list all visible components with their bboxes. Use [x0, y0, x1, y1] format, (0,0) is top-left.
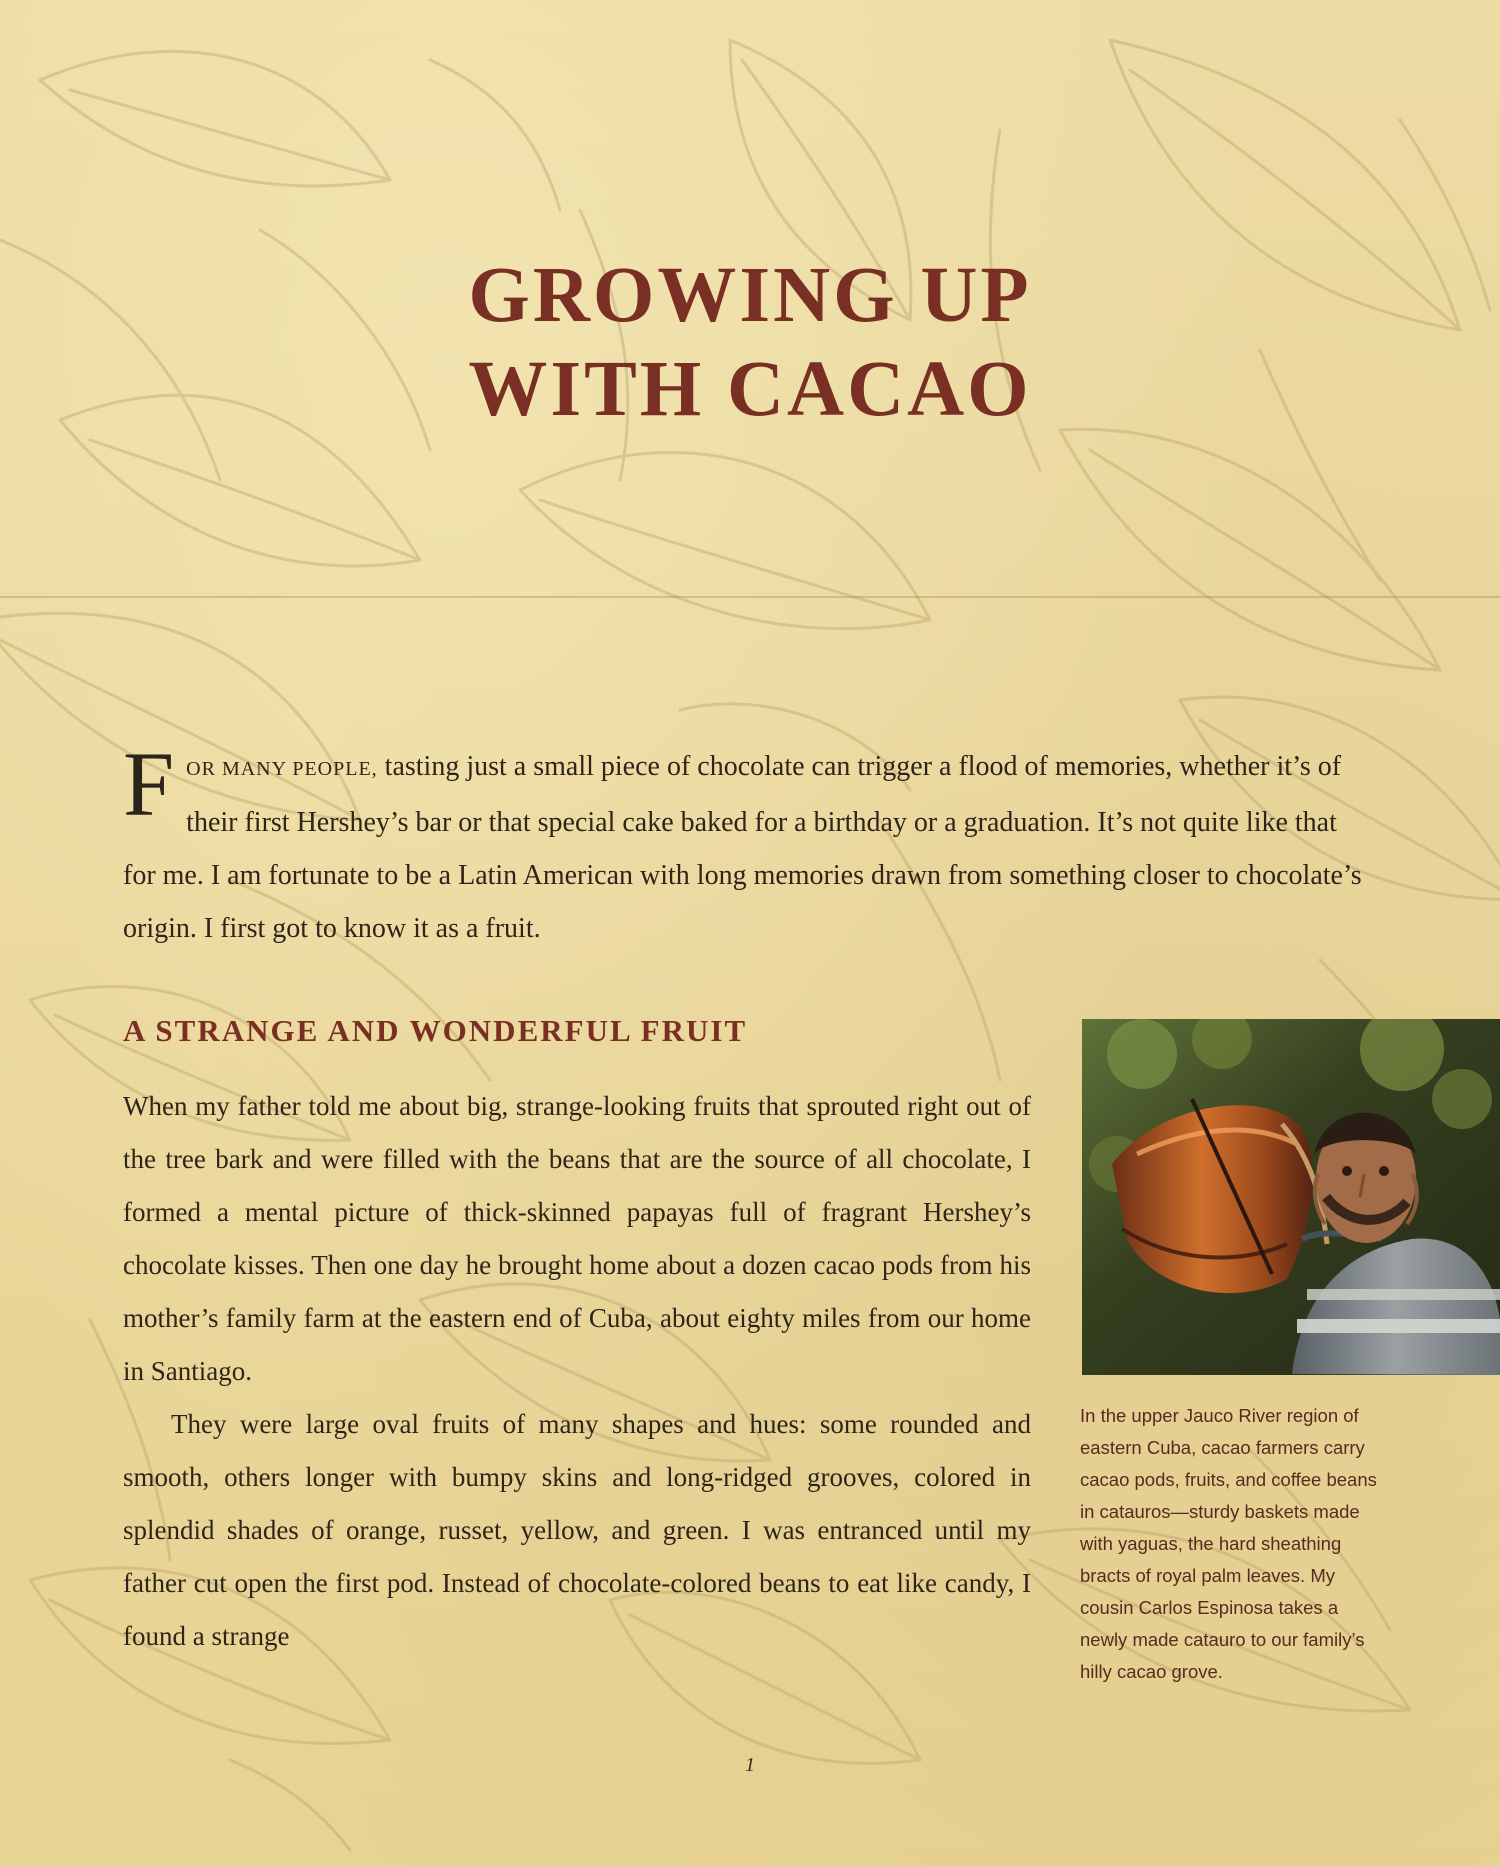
caption-line: eastern Cuba, cacao farmers carry: [1080, 1437, 1365, 1458]
page-title-line-1: GROWING UP: [468, 251, 1032, 339]
intro-smallcaps: OR MANY PEOPLE,: [186, 758, 378, 780]
caption-line: with yaguas, the hard sheathing: [1080, 1533, 1342, 1554]
caption-line: cousin Carlos Espinosa takes a: [1080, 1597, 1339, 1618]
photo-caption: [1080, 1400, 1430, 1688]
body-paragraph-2: They were large oval fruits of many shapes and hues: some rounded and smooth, others longer with bumpy skins and long-ridged grooves, colored in splendid shades of orange, russet, yellow, and green. I was entranced until my father cut open the first pod. Instead of chocolate-colored beans to eat like candy, I found a strange: [123, 1409, 1031, 1651]
intro-text: tasting just a small piece of chocolate can trigger a flood of memories, whether it’s of their first Hershey’s bar or that special cake baked for a birthday or a graduation. It’s not quite like that for me. I am fortunate to be a Latin American with long memories drawn from something closer to chocolate’s origin. I first got to know it as a fruit.: [123, 751, 1362, 944]
farmer-photo-illustration: [1082, 1019, 1500, 1375]
body-paragraph-1: When my father told me about big, strange-looking fruits that sprouted right out of the tree bark and were filled with the beans that are the source of all chocolate, I formed a mental picture of thick-skinned papayas full of fragrant Hershey’s chocolate kisses. Then one day he brought home about a dozen cacao pods from his mother’s family farm at the eastern end of Cuba, about eighty miles from our home in Santiago.: [123, 1091, 1031, 1386]
drop-cap: F: [123, 733, 175, 835]
caption-line: hilly cacao grove.: [1080, 1661, 1223, 1682]
caption-line: cacao pods, fruits, and coffee beans: [1080, 1469, 1377, 1490]
page-title: [0, 249, 1500, 437]
caption-line: newly made catauro to our family’s: [1080, 1629, 1365, 1650]
intro-paragraph: [123, 733, 1368, 955]
fold-line: [0, 596, 1500, 598]
caption-line: bracts of royal palm leaves. My: [1080, 1565, 1335, 1586]
caption-line: In the upper Jauco River region of: [1080, 1405, 1359, 1426]
section-heading: A STRANGE AND WONDERFUL FRUIT: [123, 1013, 748, 1048]
page-title-line-2: WITH CACAO: [468, 345, 1032, 433]
page-number: 1: [745, 1754, 755, 1776]
caption-line: in catauros—sturdy baskets made: [1080, 1501, 1360, 1522]
farmer-with-catauro-photo: [1082, 1019, 1500, 1375]
body-column: [123, 1080, 1031, 1663]
